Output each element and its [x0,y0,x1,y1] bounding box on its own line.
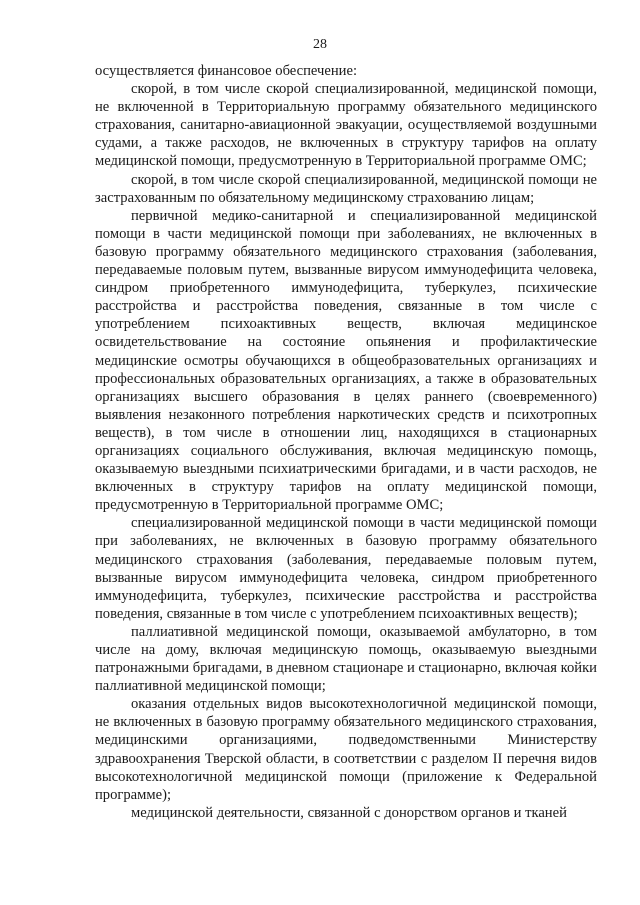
paragraph-high-tech-care: оказания отдельных видов высокотехнологичной медицинской помощи, не включенных в базовую программу обязательного медицинского страхования, медицинскими организациями, подведомственными Министерству здравоохранения Тверской области, в соответствии с разделом II перечня видов высокотехнологичной медицинской помощи (приложение к Федеральной программе); [95,696,597,803]
paragraph-intro: осуществляется финансовое обеспечение: [95,63,358,79]
page-number: 28 [313,37,327,52]
paragraph-organ-donation: медицинской деятельности, связанной с донорством органов и тканей [131,804,567,821]
document-body [95,62,597,822]
paragraph-emergency-care-non-oms: скорой, в том числе скорой специализированной, медицинской помощи, не включенной в Территориальную программу обязательного медицинского страхования, санитарно-авиационной эвакуации, осуществляемой воздушными судами, а также расходов, не включенных в структуру тарифов на оплату медицинской помощи, предусмотренную в Территориальной программе ОМС; [95,81,597,170]
paragraph-specialized-care: специализированной медицинской помощи в части медицинской помощи при заболеваниях, не включенных в базовую программу обязательного медицинского страхования (заболевания, передаваемые половым путем, вызванные вирусом иммунодефицита человека, синдром приобретенного иммунодефицита, туберкулез, психические расстройства и расстройства поведения, связанные в том числе с употреблением психоактивных веществ); [95,515,597,622]
paragraph-emergency-care-uninsured: скорой, в том числе скорой специализированной, медицинской помощи не застрахованным по обязательному медицинскому страхованию лицам; [95,171,597,206]
paragraph-palliative-care: паллиативной медицинской помощи, оказываемой амбулаторно, в том числе на дому, включая медицинскую помощь, оказываемую выездными патронажными бригадами, в дневном стационаре и стационарно, включая койки паллиативной медицинской помощи; [95,623,597,695]
paragraph-primary-specialized-care: первичной медико-санитарной и специализированной медицинской помощи в части медицинской помощи при заболеваниях, не включенных в базовую программу обязательного медицинского страхования (заболевания, передаваемые половым путем, вызванные вирусом иммунодефицита человека, синдром приобретенного иммунодефицита, туберкулез, психические расстройства и расстройства поведения, связанные в том числе с употреблением психоактивных веществ, включая медицинское освидетельствование на состояние опьянения и профилактические медицинские осмотры обучающихся в общеобразовательных организациях и профессиональных образовательных организациях, а также в образовательных организациях высшего образования в целях раннего (своевременного) выявления незаконного потребления наркотических средств и психотропных веществ), в том числе в отношении лиц, находящихся в стационарных организациях социального обслуживания, включая медицинскую помощь, оказываемую выездными психиатрическими бригадами, и в части расходов, не включенных в структуру тарифов на оплату медицинской помощи, предусмотренную в Территориальной программе ОМС; [95,207,597,514]
